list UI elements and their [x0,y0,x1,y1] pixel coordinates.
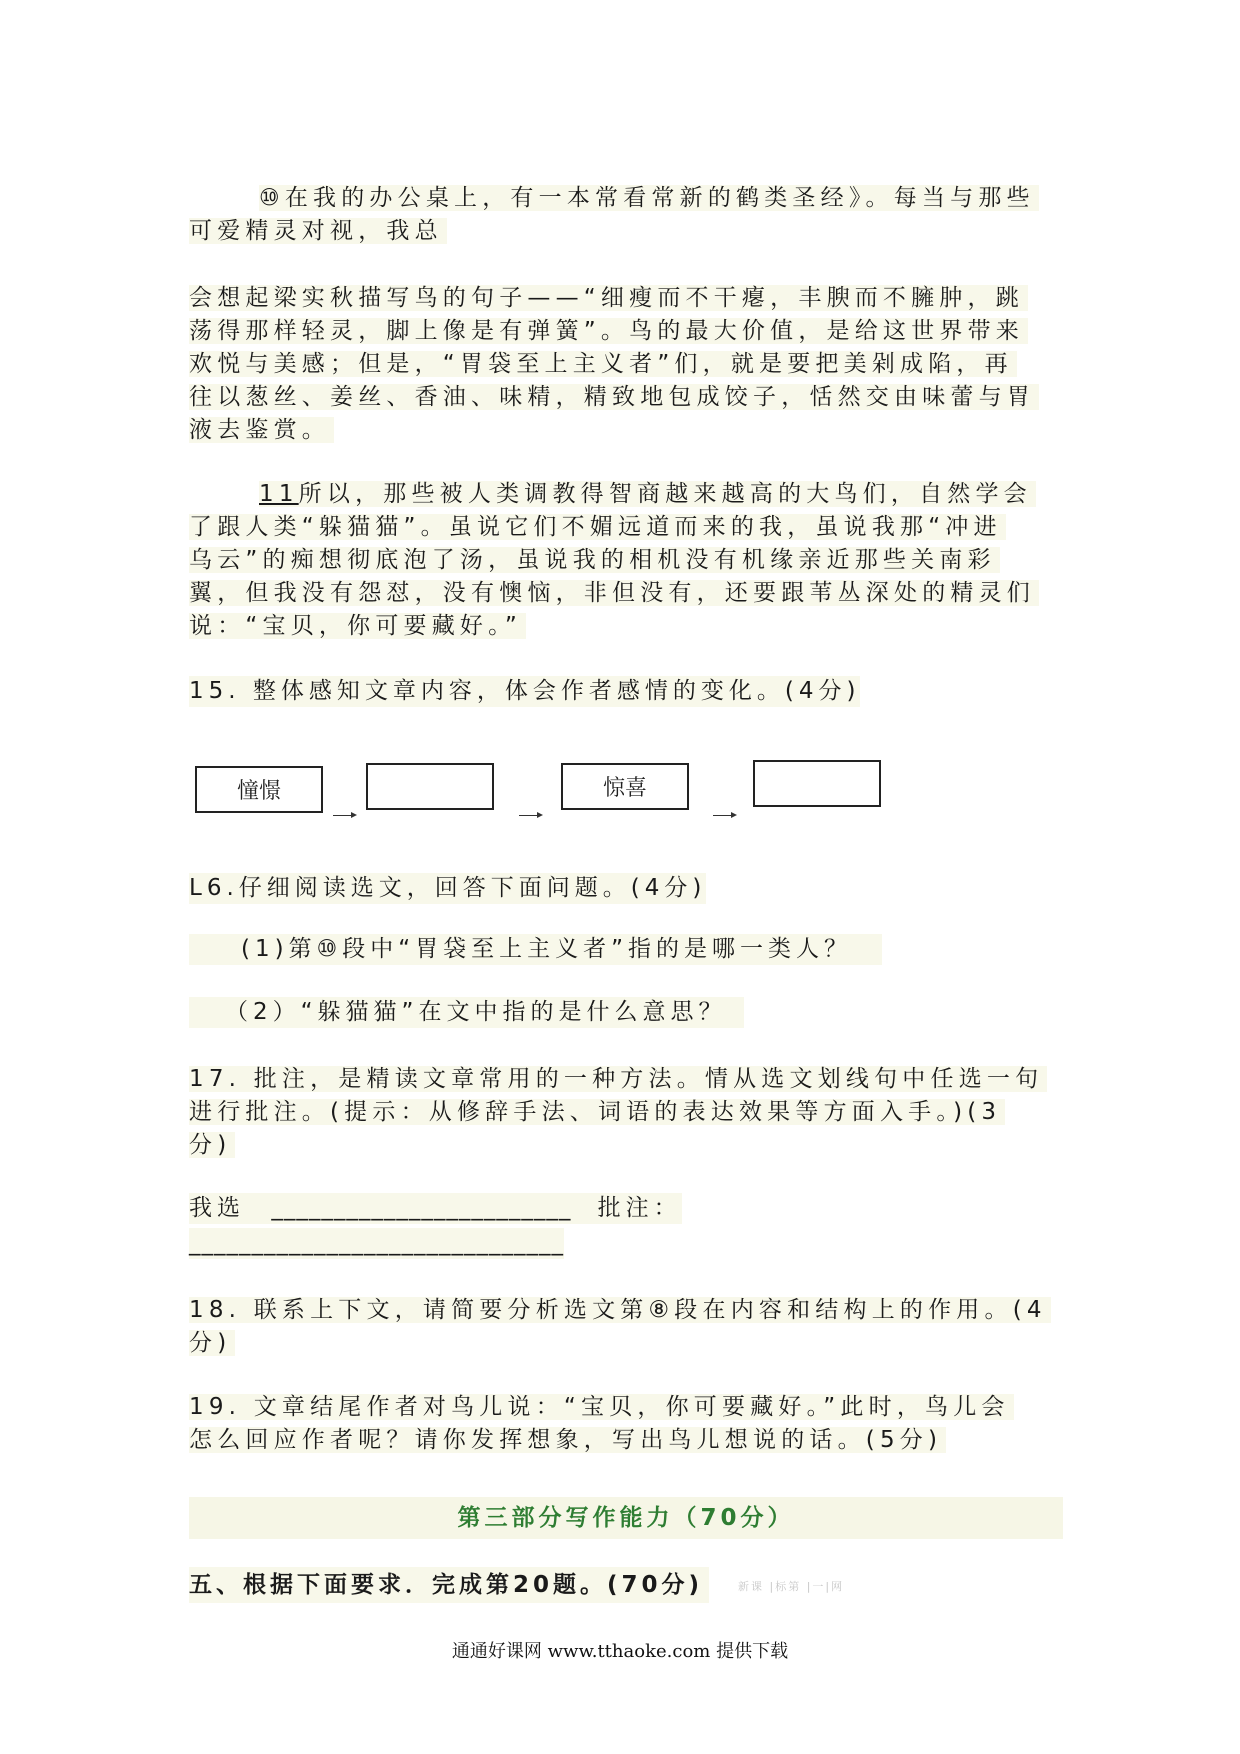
para11-text-line: 了跟人类“躲猫猫”。虽说它们不媚远道而来的我，虽说我那“冲进 [189,514,1006,540]
flow-box-blank-2[interactable] [753,760,881,807]
question-16: L6.仔细阅读选文，回答下面问题。(4分) [189,873,706,904]
flow-box-blank-1[interactable] [366,763,494,810]
para10-text-line: 液去鉴赏。 [189,417,334,443]
para10-line2: 可爱精灵对视，我总 [189,218,447,244]
para11-number: 11 [259,481,299,507]
q19-line: 19. 文章结尾作者对鸟儿说：“宝贝，你可要藏好。”此时，鸟儿会 [189,1394,1014,1420]
question-18 [189,1294,1067,1360]
note-blank[interactable]: ______________________________ [189,1228,564,1259]
select-label: 我选 [189,1195,245,1221]
flow-box-surprise: 惊喜 [561,763,689,810]
para11-line1 [259,481,1036,507]
para11-text-line: 翼，但我没有怨怼，没有懊恼，非但没有，还要跟苇丛深处的精灵们 [189,580,1039,606]
arrow-icon [519,815,541,816]
paragraph-10-cont [189,282,1067,447]
para11-text-line: 说：“宝贝，你可要藏好。” [189,613,526,639]
para10-line1: ⑩在我的办公桌上，有一本常看常新的鹤类圣经》。每当与那些 [259,185,1039,211]
faint-watermark: 新课 |标第 |一|网 [738,1580,845,1593]
q19-line: 怎么回应作者呢？请你发挥想象，写出鸟儿想说的话。(5分) [189,1427,946,1453]
arrow-icon [333,815,355,816]
q17-line: 进行批注。(提示：从修辞手法、词语的表达效果等方面入手。)(3 [189,1099,1005,1125]
section-5-heading: 五、根据下面要求．完成第20题。(70分) [189,1567,709,1603]
question-19 [189,1391,1067,1457]
question-16-1: (1)第⑩段中“胃袋至上主义者”指的是哪一类人？ [189,934,882,965]
arrow-icon [713,815,735,816]
para10-text-line: 会想起梁实秋描写鸟的句子——“细瘦而不干瘪，丰腴而不臃肿，跳 [189,285,1028,311]
para11-text-line: 乌云”的痴想彻底泡了汤，虽说我的相机没有机缘亲近那些关南彩 [189,547,1000,573]
para11-line1-text: 所以，那些被人类调教得智商越来越高的大鸟们，自然学会 [298,481,1032,507]
section-3-title: 第三部分写作能力（70分） [189,1497,1063,1539]
q17-answer-row [189,1193,682,1224]
page-footer: 通通好课网 www.tthaoke.com 提供下载 [451,1641,789,1662]
q17-line: 17. 批注，是精读文章常用的一种方法。情从选文划线句中任选一句 [189,1066,1047,1092]
select-blank[interactable]: ________________________ [271,1195,572,1221]
q17-line: 分) [189,1132,235,1158]
para10-text-line: 往以葱丝、姜丝、香油、味精，精致地包成饺子，恬然交由味蕾与胃 [189,384,1039,410]
question-15: 15. 整体感知文章内容，体会作者感情的变化。(4分) [189,676,860,707]
q18-line: 分) [189,1330,235,1356]
paragraph-10 [189,182,1067,248]
flow-box-longing: 憧憬 [195,766,323,813]
question-16-2: （2）“躲猫猫”在文中指的是什么意思？ [189,997,744,1028]
note-label: 批注： [597,1195,682,1221]
para10-text-line: 荡得那样轻灵，脚上像是有弹簧”。鸟的最大价值，是给这世界带来 [189,318,1028,344]
paragraph-11 [189,478,1067,643]
q18-line: 18. 联系上下文，请简要分析选文第⑧段在内容和结构上的作用。(4 [189,1297,1051,1323]
para10-text-line: 欢悦与美感；但是，“胃袋至上主义者”们，就是要把美剁成陷，再 [189,351,1017,377]
question-17 [189,1063,1067,1162]
